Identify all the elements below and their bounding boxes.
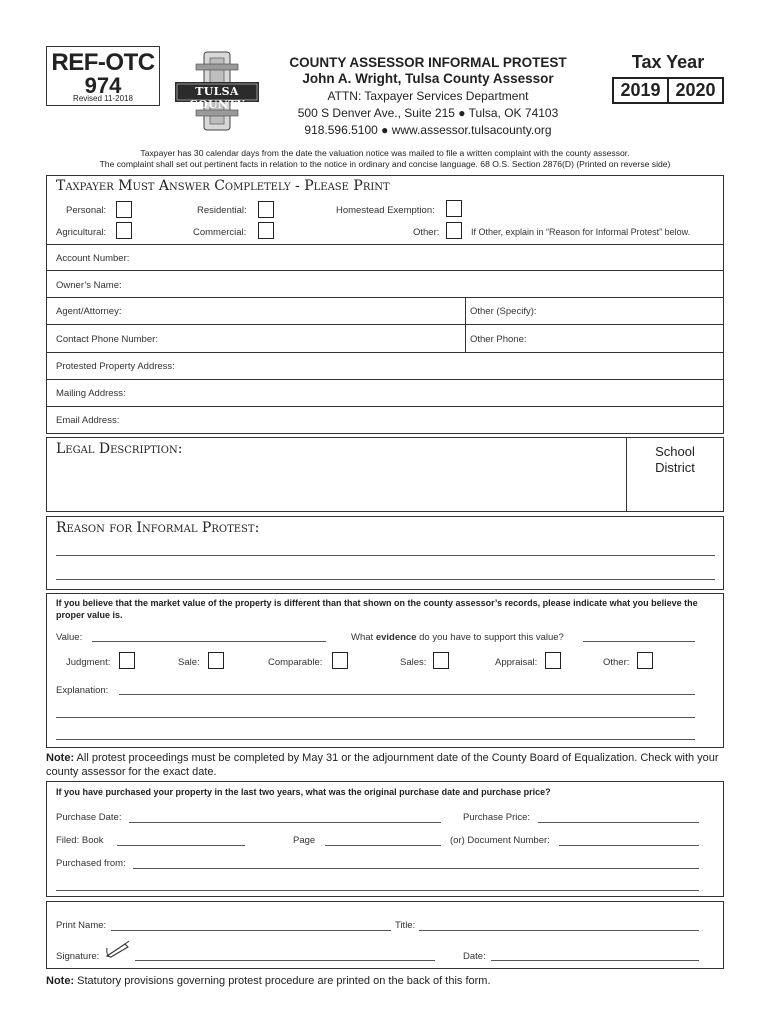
judgment-label: Judgment: bbox=[66, 657, 111, 668]
page-label: Page bbox=[293, 835, 316, 846]
sales-checkbox[interactable] bbox=[433, 652, 449, 669]
note-statutory bbox=[46, 975, 724, 987]
tax-year-2019: 2019 bbox=[620, 80, 661, 100]
attn-line: ATTN: Taxpayer Services Department bbox=[327, 89, 529, 103]
purchase-price-label: Purchase Price: bbox=[463, 812, 531, 823]
tax-year-label: Tax Year bbox=[631, 52, 705, 72]
signature-line[interactable] bbox=[135, 960, 435, 961]
contact-phone-label: Contact Phone Number: bbox=[56, 334, 158, 345]
date-label: Date: bbox=[463, 951, 486, 962]
note-statutory-text: Statutory provisions governing protest procedure are printed on the back of this form. bbox=[74, 975, 491, 987]
judgment-checkbox[interactable] bbox=[119, 652, 135, 669]
title-label: Title: bbox=[395, 920, 416, 931]
document-number-line[interactable] bbox=[559, 845, 699, 846]
evidence-post: do you have to support this value? bbox=[416, 632, 564, 643]
residential-label: Residential: bbox=[197, 205, 247, 216]
owners-name-row[interactable] bbox=[46, 271, 724, 298]
tax-year-2020: 2020 bbox=[675, 80, 716, 100]
personal-checkbox[interactable] bbox=[116, 201, 132, 218]
page-line[interactable] bbox=[325, 845, 441, 846]
other-specify-label: Other (Specify): bbox=[470, 306, 537, 317]
appraisal-checkbox[interactable] bbox=[545, 652, 561, 669]
purchased-from-label: Purchased from: bbox=[56, 858, 126, 869]
tulsa-county-logo bbox=[174, 50, 260, 132]
signature-label: Signature: bbox=[56, 951, 100, 962]
market-value-box bbox=[46, 593, 724, 748]
account-number-label: Account Number: bbox=[56, 253, 130, 264]
sale-label: Sale: bbox=[178, 657, 200, 668]
office-contact: 918.596.5100 ● www.assessor.tulsacounty.org bbox=[304, 123, 552, 137]
reason-line-1 bbox=[56, 555, 715, 556]
pen-hand-icon bbox=[105, 940, 131, 958]
form-number: 974 bbox=[84, 73, 122, 98]
agent-divider bbox=[465, 298, 466, 324]
email-address-row[interactable] bbox=[46, 407, 724, 434]
mailing-address-row[interactable] bbox=[46, 380, 724, 407]
value-line[interactable] bbox=[92, 641, 326, 642]
purchase-box bbox=[46, 781, 724, 897]
evidence-label bbox=[351, 632, 564, 643]
homestead-label: Homestead Exemption: bbox=[336, 205, 435, 216]
signature-box bbox=[46, 901, 724, 969]
explanation-label: Explanation: bbox=[56, 685, 109, 696]
revised-date: Revised 11-2018 bbox=[73, 94, 133, 103]
print-name-line[interactable] bbox=[111, 930, 391, 931]
other-phone-label: Other Phone: bbox=[470, 334, 527, 345]
commercial-checkbox[interactable] bbox=[258, 222, 274, 239]
agricultural-label: Agricultural: bbox=[56, 227, 107, 238]
school-label: School bbox=[655, 444, 695, 459]
other-type-note: If Other, explain in “Reason for Informal Protest” below. bbox=[471, 227, 691, 237]
district-label: District bbox=[655, 460, 695, 475]
taxpayer-heading: Taxpayer Must Answer Completely - Please Print bbox=[56, 178, 390, 194]
market-other-label: Other: bbox=[603, 657, 630, 668]
note-statutory-label: Note: bbox=[46, 975, 75, 987]
other-type-label: Other: bbox=[413, 227, 440, 238]
protested-address-label: Protested Property Address: bbox=[56, 361, 175, 372]
commercial-label: Commercial: bbox=[193, 227, 247, 238]
intro-line-1: Taxpayer has 30 calendar days from the date the valuation notice was mailed to file a written complaint with the county assessor. bbox=[140, 148, 630, 158]
homestead-checkbox[interactable] bbox=[446, 200, 462, 217]
assessor-name: John A. Wright, Tulsa County Assessor bbox=[302, 71, 554, 86]
office-address: 500 S Denver Ave., Suite 215 ● Tulsa, OK 74103 bbox=[297, 106, 559, 120]
document-number-label: (or) Document Number: bbox=[450, 835, 550, 846]
reason-box[interactable] bbox=[46, 516, 724, 590]
purchase-instruction: If you have purchased your property in the last two years, what was the original purchase date and purchase price? bbox=[56, 787, 551, 797]
purchased-from-line-2[interactable] bbox=[56, 890, 699, 891]
mailing-address-label: Mailing Address: bbox=[56, 388, 126, 399]
filed-book-line[interactable] bbox=[117, 845, 245, 846]
explanation-line-3[interactable] bbox=[56, 739, 695, 740]
contact-phone-row bbox=[46, 325, 724, 353]
evidence-bold: evidence bbox=[375, 632, 417, 643]
residential-checkbox[interactable] bbox=[258, 201, 274, 218]
reason-heading: Reason for Informal Protest: bbox=[56, 520, 260, 536]
legal-description-heading: Legal Description: bbox=[56, 441, 183, 457]
purchase-price-line[interactable] bbox=[538, 822, 699, 823]
form-id-box bbox=[46, 46, 160, 106]
market-instruction: If you believe that the market value of the property is different than that shown on the county assessor’s records, please indicate what you believe the proper value is. bbox=[56, 598, 698, 620]
reason-line-2 bbox=[56, 579, 715, 580]
purchase-date-label: Purchase Date: bbox=[56, 812, 122, 823]
tax-year-2019-box[interactable] bbox=[612, 77, 669, 104]
filed-book-label: Filed: Book bbox=[56, 835, 104, 846]
email-address-label: Email Address: bbox=[56, 415, 120, 426]
date-line[interactable] bbox=[491, 960, 699, 961]
sale-checkbox[interactable] bbox=[208, 652, 224, 669]
protested-address-row[interactable] bbox=[46, 353, 724, 380]
explanation-line-1[interactable] bbox=[119, 694, 695, 695]
account-number-row[interactable] bbox=[46, 245, 724, 271]
intro-line-2: The complaint shall set out pertinent facts in relation to the notice in ordinary and concise language. 68 O.S. Section 2876(D) (Printed on reverse side) bbox=[99, 159, 671, 169]
print-name-label: Print Name: bbox=[56, 920, 107, 931]
evidence-line[interactable] bbox=[583, 641, 695, 642]
purchased-from-line-1[interactable] bbox=[133, 868, 699, 869]
purchase-date-line[interactable] bbox=[129, 822, 441, 823]
logo-text: TULSA COUNTY bbox=[189, 85, 245, 111]
other-type-checkbox[interactable] bbox=[446, 222, 462, 239]
market-other-checkbox[interactable] bbox=[637, 652, 653, 669]
evidence-pre: What bbox=[351, 632, 376, 643]
note-proceedings-text: All protest proceedings must be completed by May 31 or the adjournment date of the County Board of Equalization. Check with your county assessor for the exact date. bbox=[46, 752, 719, 778]
owners-name-label: Owner’s Name: bbox=[56, 280, 122, 291]
agent-label: Agent/Attorney: bbox=[56, 306, 122, 317]
sales-label: Sales: bbox=[400, 657, 427, 668]
comparable-label: Comparable: bbox=[268, 657, 323, 668]
phone-divider bbox=[465, 325, 466, 352]
personal-label: Personal: bbox=[66, 205, 107, 216]
comparable-checkbox[interactable] bbox=[332, 652, 348, 669]
note-proceedings bbox=[46, 751, 724, 779]
agent-row bbox=[46, 298, 724, 325]
legal-description-box[interactable] bbox=[46, 437, 724, 512]
appraisal-label: Appraisal: bbox=[495, 657, 538, 668]
form-title: COUNTY ASSESSOR INFORMAL PROTEST bbox=[289, 55, 567, 70]
value-label: Value: bbox=[56, 632, 83, 643]
explanation-line-2[interactable] bbox=[56, 717, 695, 718]
note-proceedings-label: Note: bbox=[46, 752, 75, 764]
form-id: REF-OTC bbox=[51, 49, 155, 76]
agricultural-checkbox[interactable] bbox=[116, 222, 132, 239]
title-line[interactable] bbox=[419, 930, 699, 931]
tax-year-2020-box[interactable] bbox=[667, 77, 724, 104]
